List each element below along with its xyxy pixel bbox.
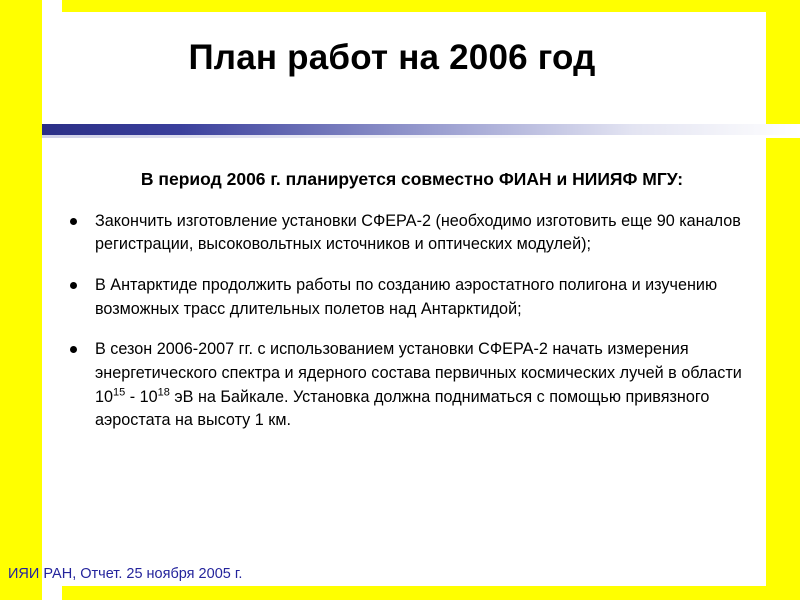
exponent: 15 [113, 386, 126, 399]
footer-note: ИЯИ РАН, Отчет. 25 ноября 2005 г. [8, 566, 243, 582]
bullet-dot-icon [70, 282, 77, 289]
title-divider-gradient [42, 124, 800, 135]
list-item-text: Закончить изготовление установки СФЕРА-2 (необходимо изготовить еще 90 каналов регистрации, высоковольтных источников и оптических модулей); [95, 211, 741, 254]
list-item-text: В Антарктиде продолжить работы по созданию аэростатного полигона и изучению возможных трасс длительных полетов над Антарктидой; [95, 275, 718, 318]
lead-paragraph: В период 2006 г. планируется совместно ФИАН и НИИЯФ МГУ: [140, 169, 684, 189]
frame-top-band [0, 0, 800, 12]
list-item [62, 274, 762, 321]
list-item [62, 338, 762, 433]
title-divider-shadow [42, 135, 800, 138]
frame-right-band [766, 0, 800, 600]
frame-bottom-band [0, 586, 800, 600]
bullet-dot-icon [70, 346, 77, 353]
frame-left-inner-gap [42, 0, 62, 600]
frame-left-band [0, 0, 42, 600]
bullet-dot-icon [70, 218, 77, 225]
page-title: План работ на 2006 год [188, 38, 596, 77]
exponent: 18 [157, 386, 170, 399]
list-item-text: В сезон 2006-2007 гг. с использованием установки СФЕРА-2 начать измерения энергетического спектра и ядерного состава первичных космических лучей в области $10^{15} - 10^{18}$ эВ на Байкале. Установка должна подниматься с помощью привязного аэростата на высоту 1 км. [95, 340, 742, 430]
list-item [62, 210, 762, 257]
bullet-list [62, 210, 762, 433]
slide-body [62, 168, 762, 450]
